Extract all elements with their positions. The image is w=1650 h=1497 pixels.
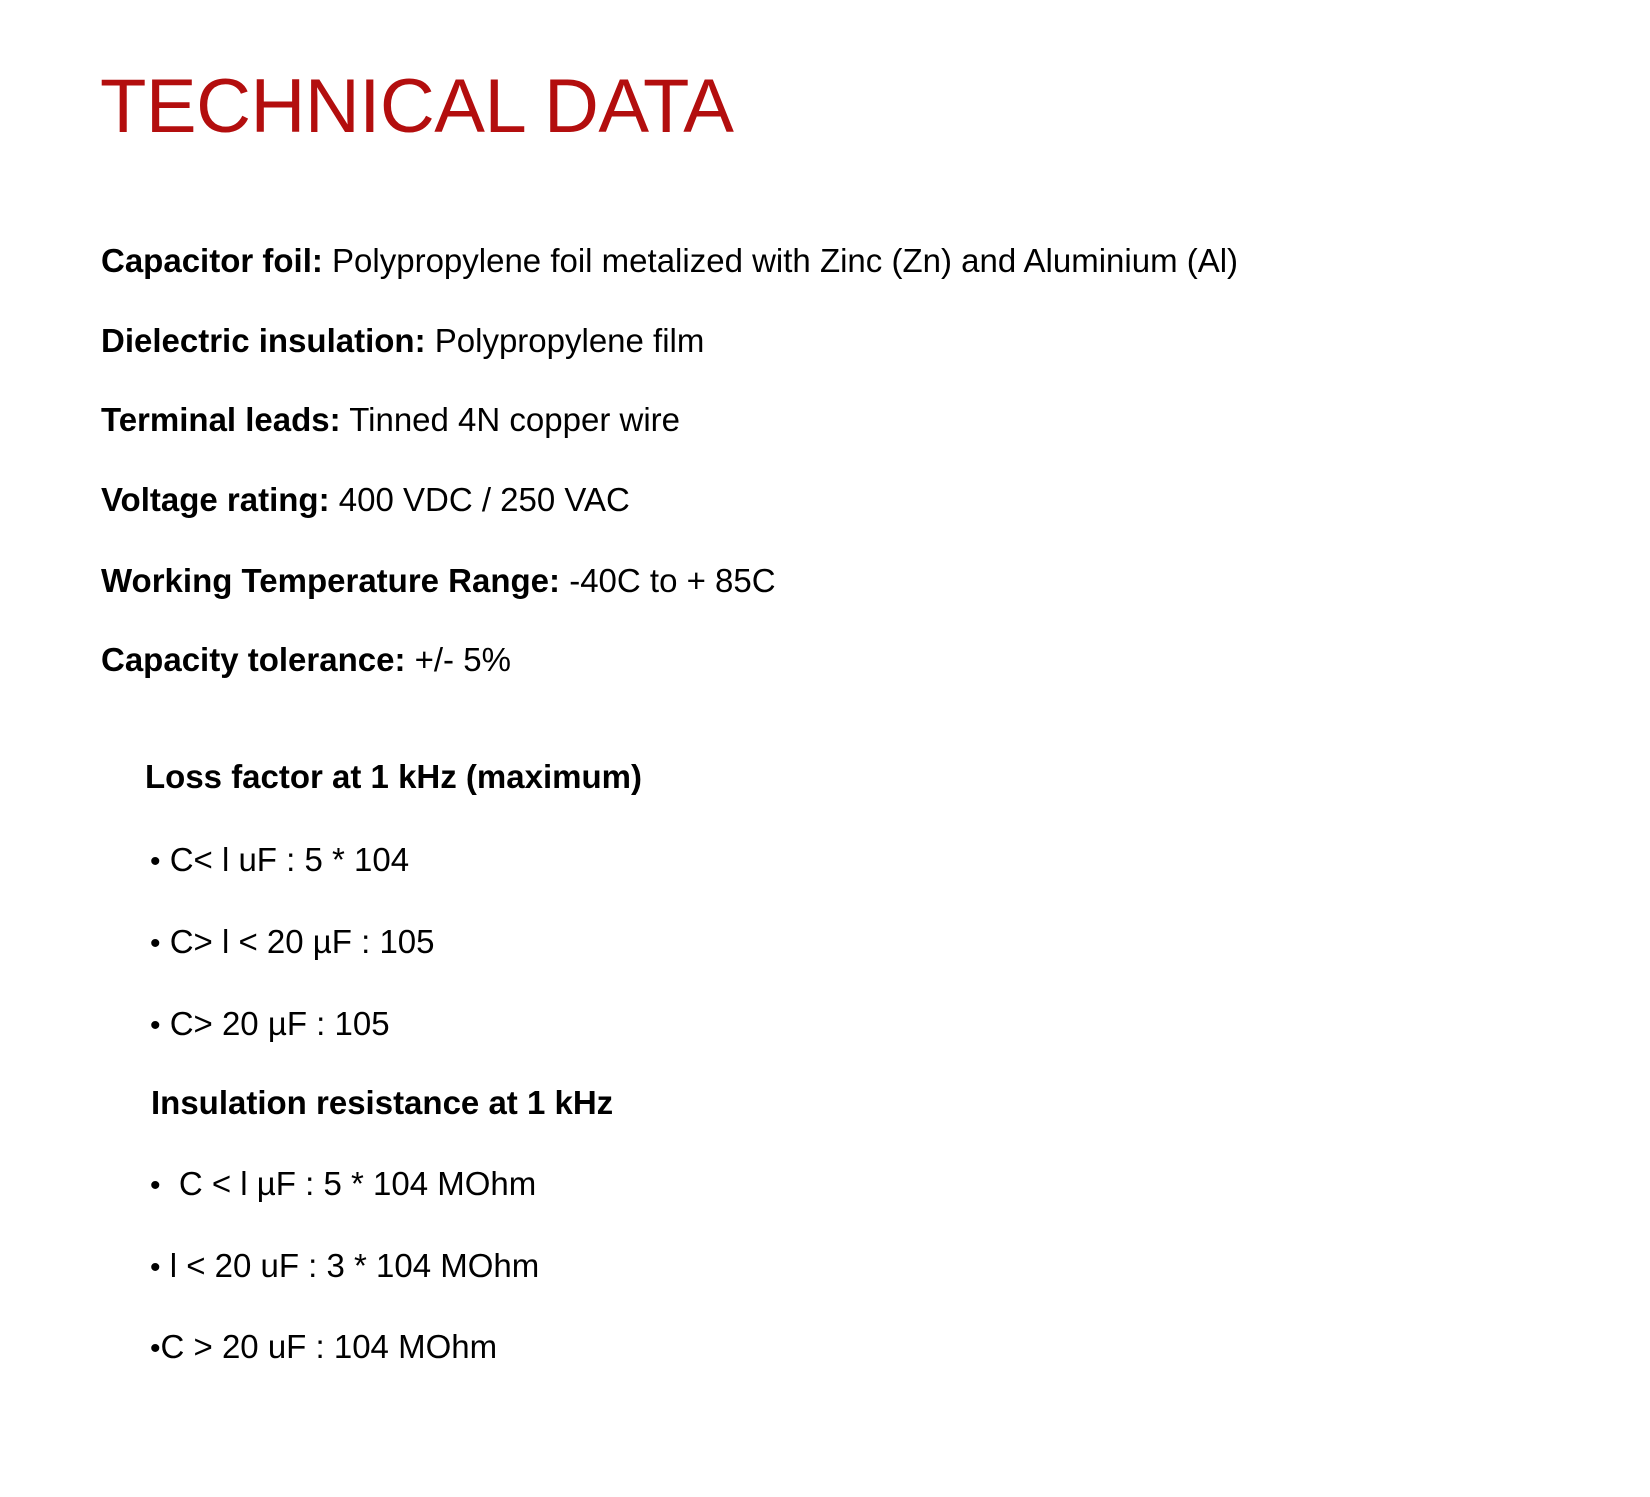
- spec-voltage-rating: [101, 480, 630, 520]
- list-item-text: C < l µF : 5 * 104 MOhm: [169, 1165, 537, 1202]
- spec-capacity-tolerance: [101, 640, 511, 680]
- list-item: [150, 1246, 539, 1288]
- list-item-text: C> 20 µF : 105: [169, 1005, 390, 1042]
- bullet-icon: •: [150, 845, 161, 878]
- spec-value: +/- 5%: [405, 641, 511, 678]
- spec-value: -40C to + 85C: [560, 562, 776, 599]
- bullet-icon: •: [150, 1009, 161, 1042]
- bullet-icon: •: [150, 1169, 161, 1202]
- spec-value: Tinned 4N copper wire: [340, 401, 680, 438]
- spec-capacitor-foil: [101, 241, 1238, 281]
- page-title: TECHNICAL DATA: [100, 64, 734, 149]
- spec-label: Dielectric insulation:: [101, 322, 426, 359]
- list-item: [150, 1164, 536, 1206]
- spec-value: Polypropylene foil metalized with Zinc (Zn) and Aluminium (Al): [322, 242, 1239, 279]
- list-item-text: l < 20 uF : 3 * 104 MOhm: [169, 1247, 540, 1284]
- spec-value: Polypropylene film: [425, 322, 705, 359]
- spec-label: Working Temperature Range:: [101, 562, 561, 599]
- spec-terminal-leads: [101, 400, 680, 440]
- insulation-resistance-heading: Insulation resistance at 1 kHz: [151, 1084, 614, 1121]
- list-item-text: C< l uF : 5 * 104: [169, 841, 410, 878]
- bullet-icon: •: [150, 927, 161, 960]
- spec-label: Voltage rating:: [101, 481, 330, 518]
- list-item: [150, 840, 409, 882]
- spec-working-temperature-range: [101, 561, 776, 601]
- list-item: [150, 922, 435, 964]
- spec-value: 400 VDC / 250 VAC: [329, 481, 630, 518]
- bullet-icon: •: [150, 1332, 161, 1365]
- loss-factor-heading: Loss factor at 1 kHz (maximum): [145, 758, 642, 795]
- list-item: [150, 1327, 497, 1369]
- list-item-text: C> l < 20 µF : 105: [169, 923, 435, 960]
- spec-label: Terminal leads:: [101, 401, 341, 438]
- spec-label: Capacity tolerance:: [101, 641, 406, 678]
- list-item-text: C > 20 uF : 104 MOhm: [160, 1328, 498, 1365]
- bullet-icon: •: [150, 1251, 161, 1284]
- spec-label: Capacitor foil:: [101, 242, 323, 279]
- list-item: [150, 1004, 390, 1046]
- spec-dielectric-insulation: [101, 321, 704, 361]
